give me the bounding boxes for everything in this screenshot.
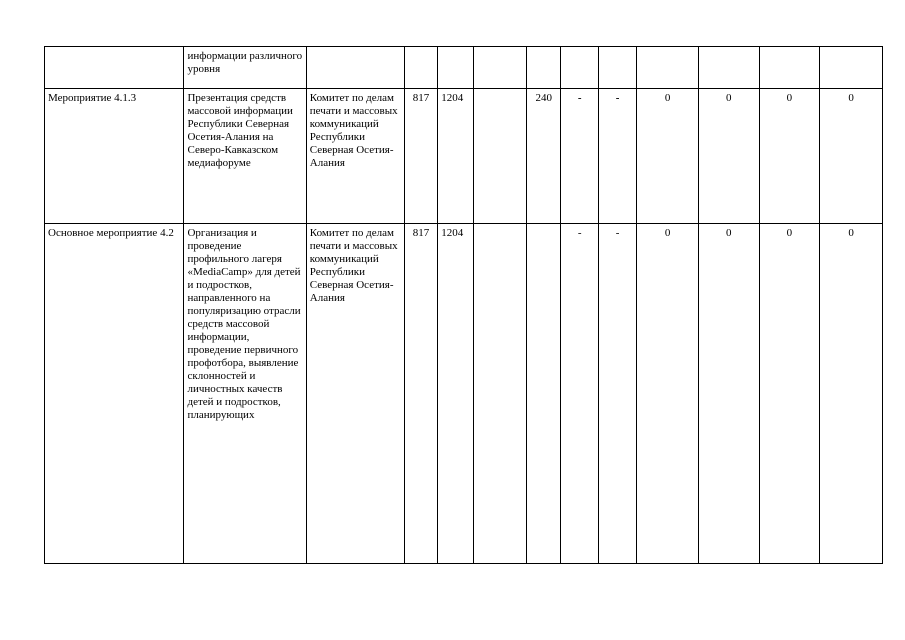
grbs-cell	[404, 47, 437, 89]
grbs-cell: 817	[404, 89, 437, 224]
activity-name-cell: Мероприятие 4.1.3	[45, 89, 184, 224]
year-6-cell: 0	[820, 89, 883, 224]
year-3-cell: 0	[637, 89, 699, 224]
year-6-cell: 0	[820, 224, 883, 564]
year-3-cell: 0	[637, 224, 699, 564]
executor-cell: Комитет по делам печати и массовых коммуникаций Республики Северная Осетия-Алания	[306, 224, 404, 564]
year-5-cell: 0	[759, 89, 820, 224]
grbs-cell: 817	[404, 224, 437, 564]
table-row	[45, 224, 883, 564]
csr-cell	[473, 47, 527, 89]
vr-cell	[527, 47, 561, 89]
year-6-cell	[820, 47, 883, 89]
year-1-cell: -	[561, 224, 598, 564]
rz-pr-cell	[438, 47, 473, 89]
activity-description-cell: информации различного уровня	[184, 47, 306, 89]
executor-cell: Комитет по делам печати и массовых коммуникаций Республики Северная Осетия-Алания	[306, 89, 404, 224]
csr-cell	[473, 89, 527, 224]
vr-cell: 240	[527, 89, 561, 224]
activity-description-cell: Организация и проведение профильного лагеря «MediaCamp» для детей и подростков, направленного на популяризацию отрасли средств массовой информации, проведение первичного профотбора, выявление склонностей и личностных качеств детей и подростков, планирующих	[184, 224, 306, 564]
table-row	[45, 47, 883, 89]
activity-name-cell	[45, 47, 184, 89]
executor-cell	[306, 47, 404, 89]
budget-table	[44, 46, 883, 564]
rz-pr-cell: 1204	[438, 89, 473, 224]
year-4-cell	[698, 47, 759, 89]
activity-description-cell: Презентация средств массовой информации Республики Северная Осетия-Алания на Северо-Кавказском медиафоруме	[184, 89, 306, 224]
rz-pr-cell: 1204	[438, 224, 473, 564]
year-5-cell: 0	[759, 224, 820, 564]
year-5-cell	[759, 47, 820, 89]
year-4-cell: 0	[698, 89, 759, 224]
activity-name-cell: Основное мероприятие 4.2	[45, 224, 184, 564]
year-4-cell: 0	[698, 224, 759, 564]
year-3-cell	[637, 47, 699, 89]
vr-cell	[527, 224, 561, 564]
year-1-cell: -	[561, 89, 598, 224]
year-2-cell	[598, 47, 636, 89]
year-1-cell	[561, 47, 598, 89]
csr-cell	[473, 224, 527, 564]
year-2-cell: -	[598, 224, 636, 564]
table-row	[45, 89, 883, 224]
year-2-cell: -	[598, 89, 636, 224]
